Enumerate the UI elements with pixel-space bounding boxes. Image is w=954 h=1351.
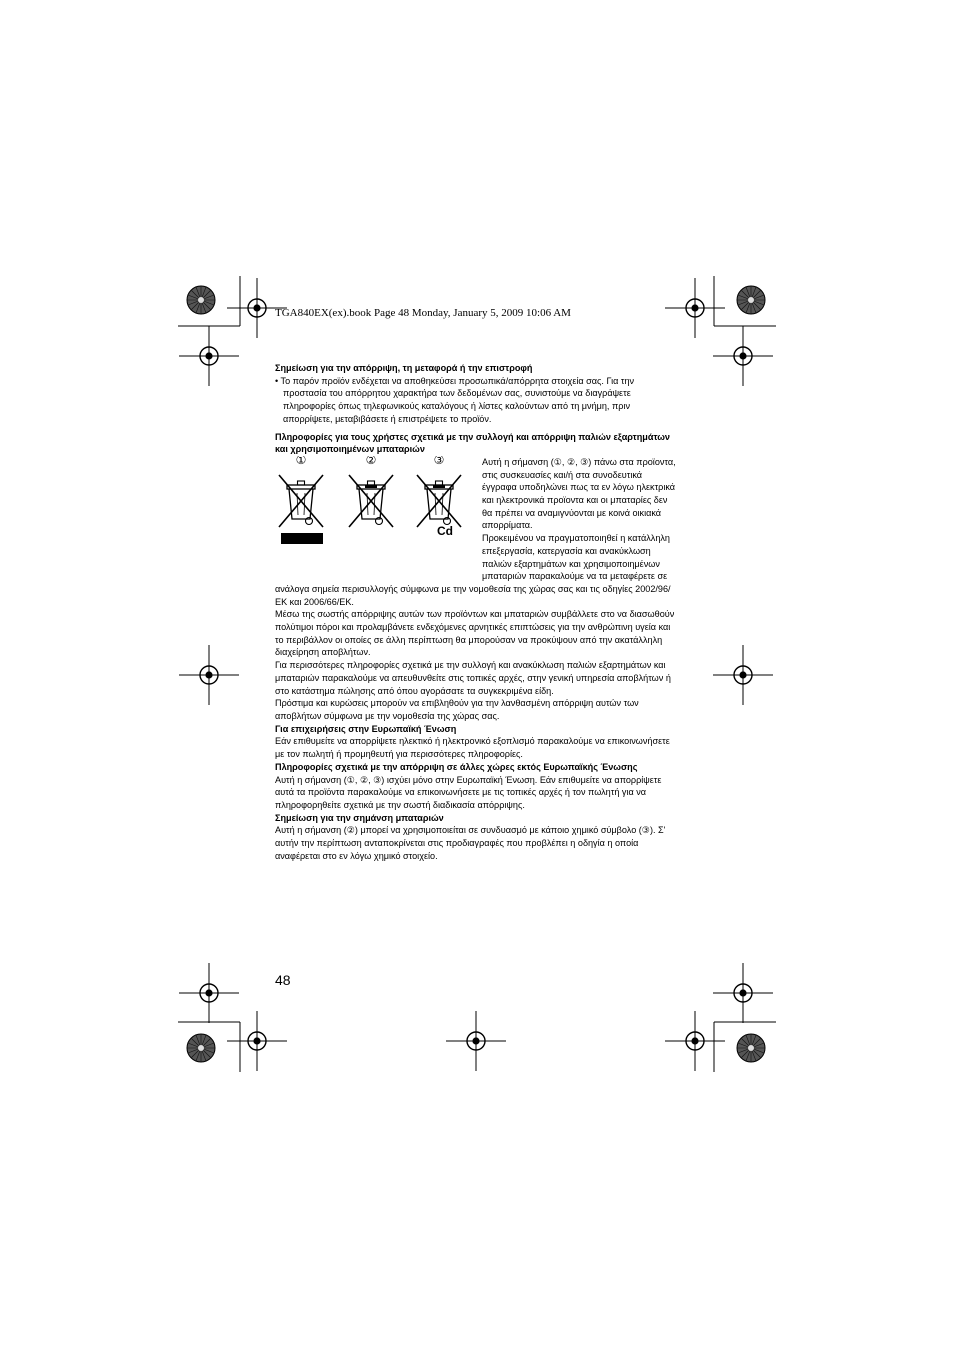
heading-business-eu: Για επιχειρήσεις στην Ευρωπαϊκή Ένωση bbox=[275, 723, 457, 734]
crossed-bin-icon bbox=[279, 475, 323, 527]
crossed-bin-icon bbox=[349, 475, 393, 527]
symbol-label-1: ① bbox=[295, 455, 307, 467]
heading-outside-eu: Πληροφορίες σχετικά με την απόρριψη σε άλλες χώρες εκτός Ευρωπαϊκής Ένωσης bbox=[275, 761, 638, 772]
registration-crosshair-icon bbox=[179, 963, 239, 1023]
registration-crosshair-icon bbox=[179, 326, 239, 386]
registration-crosshair-icon bbox=[665, 278, 725, 338]
heading-battery-symbol: Σημείωση για την σημάνση μπαταριών bbox=[275, 812, 444, 823]
registration-crosshair-icon bbox=[713, 963, 773, 1023]
battery-symbol-paragraph: Αυτή η σήμανση (②) μπορεί να χρησιμοποιείται σε συνδυασμό με κάποιο χημικό σύμβολο (③). Σ' αυτήν την περίπτωση ανταποκρίνεται στις προδιαγραφές που προβλέπει η οδηγία η οποία αναφέρεται στο εν λόγω χημικό στοιχείο. bbox=[275, 825, 666, 861]
page-number: 48 bbox=[275, 972, 291, 988]
weee-paragraph-4: Για περισσότερες πληροφορίες σχετικά με την συλλογή και ανακύκλωση παλιών εξαρτημάτων και μπαταριών παρακαλούμε να απευθυνθείτε στις τοπικές αρχές, στην γενική υπηρεσία αποβλήτων ή στο κατάστημα πώλησης από όπου αγοράσατε τα συγκεκριμένα είδη. bbox=[275, 660, 671, 696]
outside-eu-paragraph: Αυτή η σήμανση (①, ②, ③) ισχύει μόνο στην Ευρωπαϊκή Ένωση. Εάν επιθυμείτε να απορρίψετε αυτά τα προϊόντα παρακαλούμε να επικοινωνήσετε με τις τοπικές αρχές ή τον πωλητή για να πληροφορηθείτε σχετικά με την σωστή διαδικασία απόρριψης. bbox=[275, 774, 662, 810]
weee-symbols-figure bbox=[275, 456, 482, 573]
weee-paragraph-1: Αυτή η σήμανση (①, ②, ③) πάνω στα προϊοντα, στις συσκευασίες και/ή στα συνοδευτικά έγγραφα υποδηλώνει πως τα εν λόγω ηλεκτρικά και ηλεκτρονικά προϊοντα και οι μπαταρίες δεν θα πρέπει να αναμιγνύονται με κοινά οικιακά απορρίματα. bbox=[482, 456, 676, 531]
registration-crosshair-icon bbox=[665, 1011, 725, 1071]
color-bar-star-icon bbox=[187, 1034, 215, 1062]
color-bar-star-icon bbox=[737, 1034, 765, 1062]
registration-crosshair-icon bbox=[713, 326, 773, 386]
registration-crosshair-icon bbox=[227, 1011, 287, 1071]
heading-disposal-transfer: Σημείωση για την απόρριψη, τη μεταφορά ή την επιστροφή bbox=[275, 363, 533, 373]
weee-paragraph-3: Μέσω της σωστής απόρριψης αυτών των προϊόντων και μπαταριών συμβάλλετε στο να διασωθούν πολύτιμοι πόροι και προλαμβάνετε ενδεχόμενες αρνητικές επιπτώσεις για την ανθρώπινη υγεία και το περιβάλλον οι οποίες σε άλλη περίπτωση θα μπορούσαν να προκύψουν από την ακατάλληλη διαχείρηση αποβλήτων. bbox=[275, 609, 675, 658]
heading-weee-information: Πληροφορίες για τους χρήστες σχετικά με την συλλογή και απόρριψη παλιών εξαρτημάτων και χρησιμοποιημένων μπαταριών bbox=[275, 431, 670, 455]
chemical-symbol-cd: Cd bbox=[437, 523, 453, 538]
weee-paragraph-2: Προκειμένου να πραγματοποιηθεί η κατάλληλη επεξεργασία, κατεργασία και ανακύκλωση παλιών εξαρτημάτων και χρησιμοποιημένων μπαταριών παρακαλούμε να τα μεταφέρετε σε ανάλογα σημεία περισυλλογής σύμφωνα με την νομοθεσία της χώρας σας και τις οδηγίες 2002/96/ΕΚ και 2006/66/ΕΚ. bbox=[275, 533, 671, 607]
page-content bbox=[275, 362, 679, 862]
registration-crosshair-icon bbox=[713, 645, 773, 705]
print-header-line: TGA840EX(ex).book Page 48 Monday, January 5, 2009 10:06 AM bbox=[275, 307, 571, 319]
business-eu-paragraph: Εάν επιθυμείτε να απορρίψετε ηλεκτικό ή ηλεκτρονικό εξοπλισμό παρακαλούμε να επικοινωνήσετε με τον πωλητή ή προμηθευτή για περισσότερες πληροφορίες. bbox=[275, 736, 670, 760]
weee-paragraph-5: Πρόστιμα και κυρώσεις μπορούν να επιβληθούν για την λανθασμένη απόρριψη αυτών των αποβλήτων σύμφωνα με την νομοθεσία της χώρας σας. bbox=[275, 698, 639, 721]
privacy-bullet: • Το παρόν προϊόν ενδέχεται να αποθηκεύσει προσωπικά/απόρρητα στοιχεία σας. Για την προστασία του απόρρητου χαρακτήρα των δεδομένων σας, συνιστούμε να διαγράψετε πληροφορίες όπως τηλεφωνικούς καταλόγους ή λίστες καλούντων από τη μνήμη, πριν απορρίψετε, μεταβιβάσετε ή επιστρέψετε το προϊόν. bbox=[275, 375, 635, 424]
crossed-bin-icon bbox=[417, 475, 461, 527]
black-bar-marking bbox=[281, 533, 323, 544]
registration-crosshair-icon bbox=[179, 645, 239, 705]
color-bar-star-icon bbox=[187, 286, 215, 314]
registration-crosshair-icon bbox=[446, 1011, 506, 1071]
color-bar-star-icon bbox=[737, 286, 765, 314]
symbol-label-2: ② bbox=[365, 455, 377, 467]
symbol-label-3: ③ bbox=[433, 455, 445, 467]
